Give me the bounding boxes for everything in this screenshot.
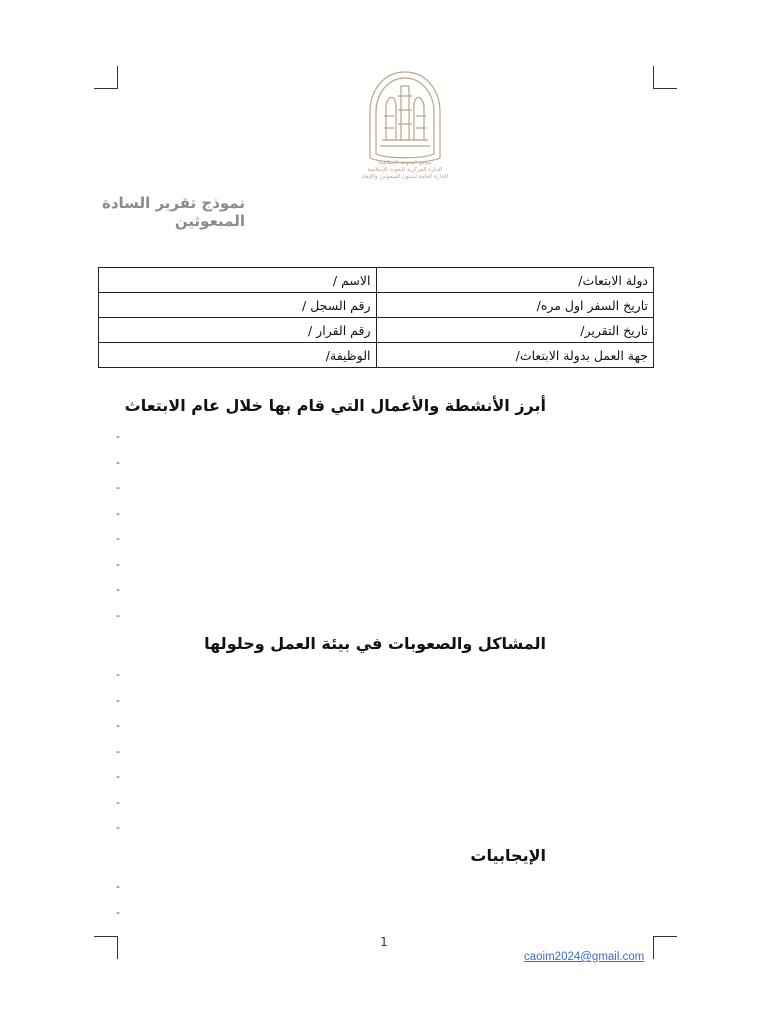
list-item[interactable]: - bbox=[116, 532, 120, 545]
list-item[interactable]: - bbox=[116, 455, 120, 469]
table-row bbox=[99, 268, 654, 293]
list-item[interactable]: - bbox=[116, 905, 120, 919]
crop-mark-top-left-h bbox=[94, 88, 118, 89]
logo-caption bbox=[340, 160, 470, 181]
crop-mark-bottom-right-h bbox=[653, 936, 677, 937]
list-item[interactable]: - bbox=[116, 821, 120, 834]
list-item[interactable]: - bbox=[116, 506, 120, 520]
list-item[interactable]: - bbox=[116, 583, 120, 596]
al-azhar-logo bbox=[360, 66, 450, 206]
list-item[interactable]: - bbox=[116, 880, 120, 893]
list-item[interactable]: - bbox=[116, 557, 120, 571]
crop-mark-top-right-v bbox=[653, 66, 654, 89]
section-heading-activities: أبرز الأنشطة والأعمال التي قام بها خلال عام الابتعاث bbox=[124, 396, 546, 415]
email-link[interactable]: caoim2024@gmail.com bbox=[524, 951, 645, 963]
table-row bbox=[99, 343, 654, 368]
table-row bbox=[99, 293, 654, 318]
field-decision-number[interactable]: رقم القرار / bbox=[99, 318, 377, 343]
field-report-date[interactable]: تاريخ التقرير/ bbox=[376, 318, 654, 343]
list-item[interactable]: - bbox=[116, 795, 120, 809]
crop-mark-bottom-right-v bbox=[653, 936, 654, 959]
section-heading-positives: الإيجابيات bbox=[470, 846, 546, 865]
field-first-travel-date[interactable]: تاريخ السفر اول مره/ bbox=[376, 293, 654, 318]
logo-caption-line: الإدارة المركزية للبعوث الإسلامية bbox=[367, 167, 443, 173]
section-heading-problems: المشاكل والصعوبات في بيئة العمل وحلولها bbox=[204, 634, 546, 653]
field-record-number[interactable]: رقم السجل / bbox=[99, 293, 377, 318]
list-item[interactable]: - bbox=[116, 608, 120, 622]
field-name[interactable]: الاسم / bbox=[99, 268, 377, 293]
list-item[interactable]: - bbox=[116, 770, 120, 783]
info-table bbox=[98, 267, 654, 368]
list-item[interactable]: - bbox=[116, 481, 120, 494]
crop-mark-top-right-h bbox=[653, 88, 677, 89]
form-title: نموذج تقرير السادة المبعوثين bbox=[102, 194, 245, 230]
field-job-title[interactable]: الوظيفة/ bbox=[99, 343, 377, 368]
list-item[interactable]: - bbox=[116, 430, 120, 443]
logo-caption-line: مجمع البحوث الإسلامية bbox=[378, 160, 432, 166]
positives-list bbox=[116, 874, 120, 925]
crop-mark-bottom-left-h bbox=[94, 936, 118, 937]
field-employer[interactable]: جهة العمل بدولة الابتعاث/ bbox=[376, 343, 654, 368]
page-number: 1 bbox=[380, 935, 388, 949]
problems-list bbox=[116, 662, 120, 841]
list-item[interactable]: - bbox=[116, 668, 120, 681]
table-row bbox=[99, 318, 654, 343]
logo-caption-line: الإدارة العامة لشئون المبعوثين والإيفاد bbox=[361, 174, 449, 180]
list-item[interactable]: - bbox=[116, 693, 120, 707]
field-country[interactable]: دولة الابتعاث/ bbox=[376, 268, 654, 293]
list-item[interactable]: - bbox=[116, 719, 120, 732]
crop-mark-top-left-v bbox=[117, 66, 118, 89]
crop-mark-bottom-left-v bbox=[117, 936, 118, 959]
list-item[interactable]: - bbox=[116, 744, 120, 758]
activities-list bbox=[116, 424, 120, 628]
